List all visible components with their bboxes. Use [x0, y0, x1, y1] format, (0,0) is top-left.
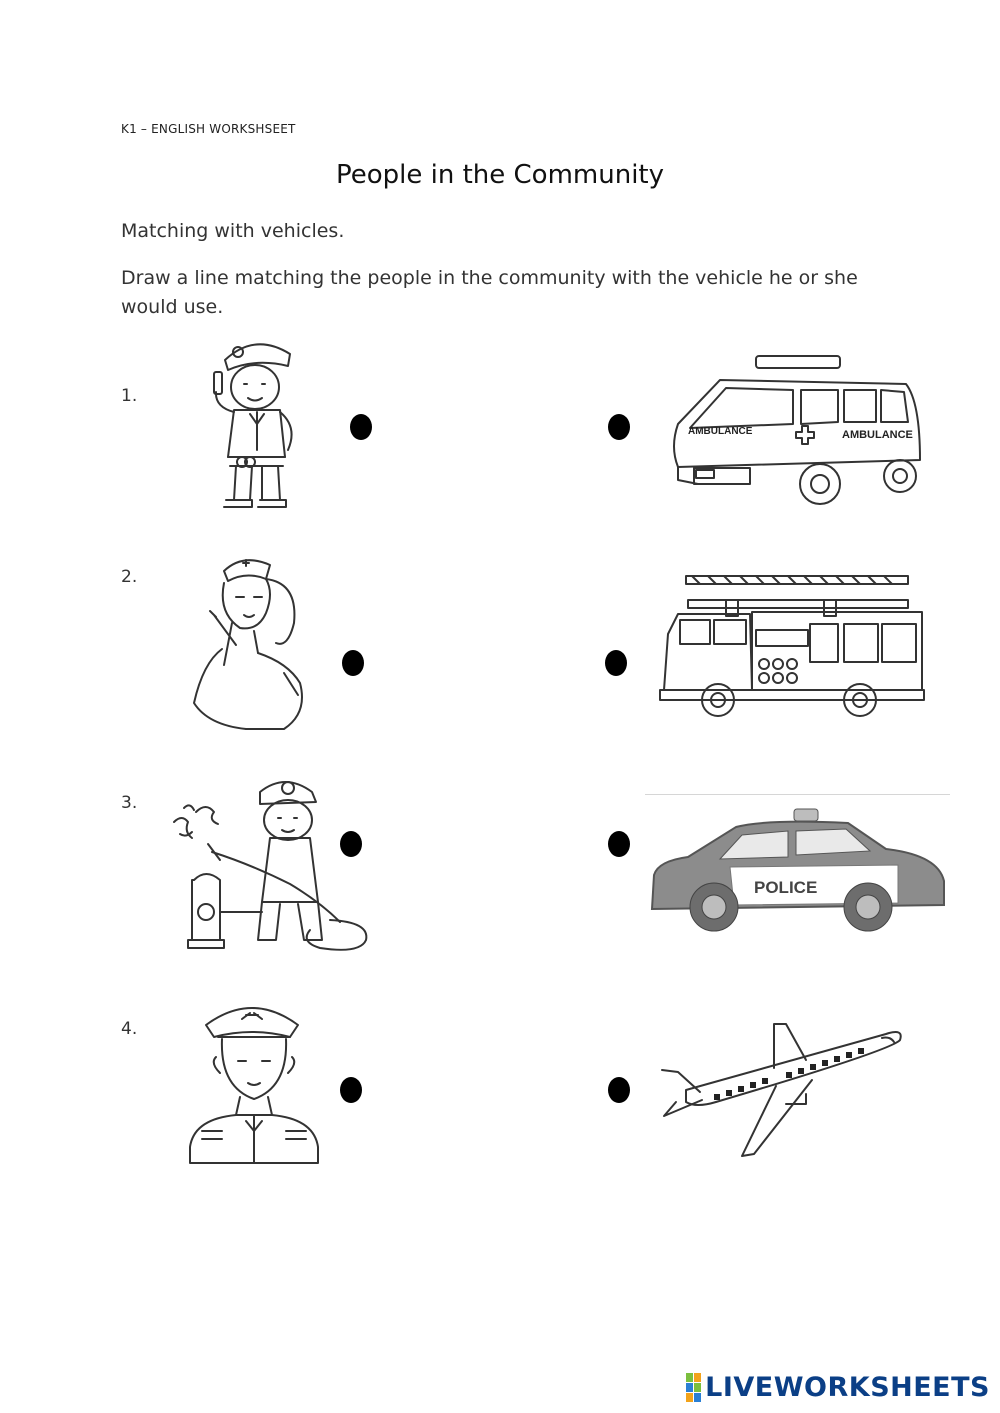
- pilot-image: [186, 997, 322, 1169]
- police-officer-image: [200, 332, 310, 517]
- airplane-image: [656, 1020, 906, 1160]
- match-dot-person-2[interactable]: [342, 650, 364, 676]
- match-dot-person-1[interactable]: [350, 414, 372, 440]
- ambulance-text-front: AMBULANCE: [688, 426, 753, 437]
- liveworksheets-brand-text: LIVEWORKSHEETS: [705, 1372, 990, 1403]
- firefighter-image: [170, 772, 370, 954]
- police-car-image: [648, 805, 948, 935]
- item-number-1: 1.: [121, 386, 138, 406]
- match-dot-person-3[interactable]: [340, 831, 362, 857]
- page-title: People in the Community: [335, 160, 665, 190]
- match-dot-vehicle-1[interactable]: [608, 414, 630, 440]
- item-number-3: 3.: [121, 793, 138, 813]
- match-dot-vehicle-2[interactable]: [605, 650, 627, 676]
- match-dot-vehicle-3[interactable]: [608, 831, 630, 857]
- fire-truck-image: [658, 572, 928, 722]
- item-number-2: 2.: [121, 567, 138, 587]
- ambulance-text-side: AMBULANCE: [842, 429, 913, 441]
- nurse-image: [188, 553, 328, 733]
- worksheet-header-label: K1 – ENGLISH WORKSHSEET: [121, 122, 296, 136]
- police-car-text: POLICE: [754, 878, 818, 897]
- instructions: Draw a line matching the people in the community with the vehicle he or she would use.: [121, 267, 858, 318]
- match-dot-vehicle-4[interactable]: [608, 1077, 630, 1103]
- ambulance-image: [668, 352, 928, 512]
- divider-line: [645, 794, 950, 795]
- subtitle: Matching with vehicles.: [121, 220, 345, 242]
- match-dot-person-4[interactable]: [340, 1077, 362, 1103]
- item-number-4: 4.: [121, 1019, 138, 1039]
- liveworksheets-logo-icon: [686, 1373, 701, 1402]
- liveworksheets-logo: [686, 1372, 990, 1403]
